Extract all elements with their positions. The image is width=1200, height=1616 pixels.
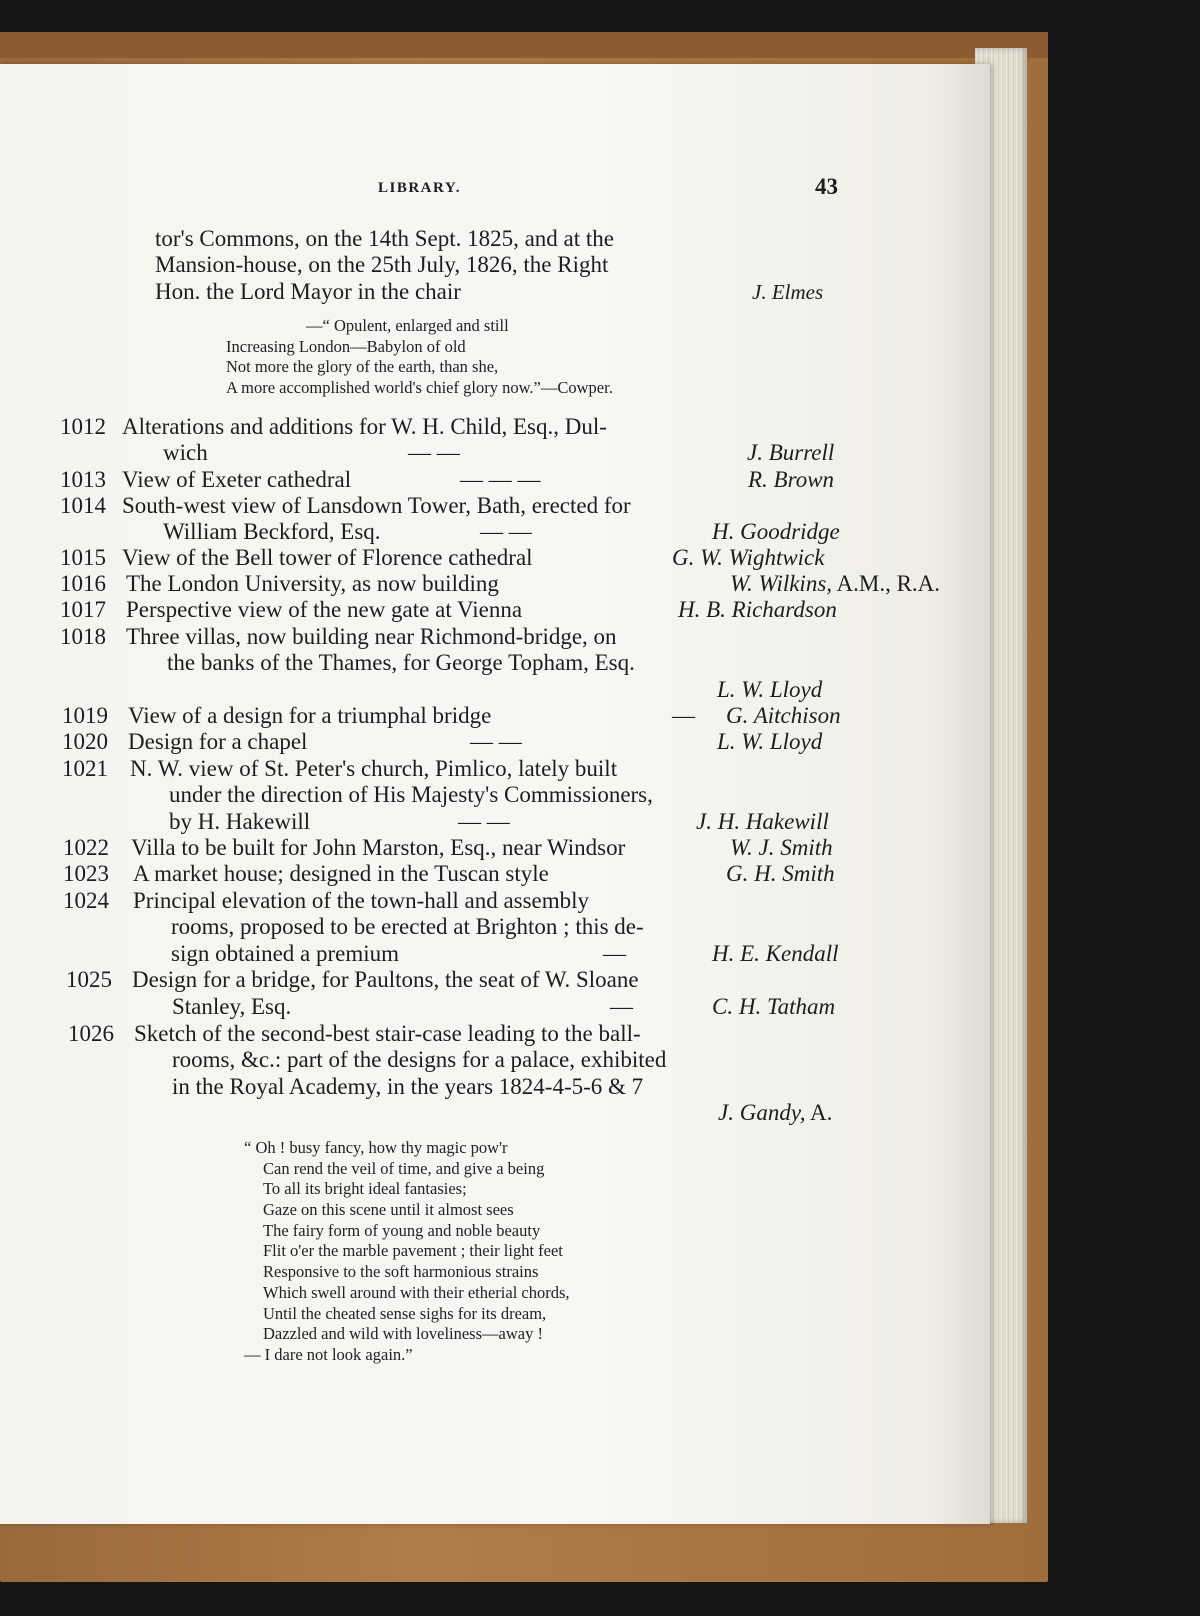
- entry-title: View of the Bell tower of Florence cathedral: [122, 545, 533, 570]
- author-name: W. Wilkins,: [730, 571, 833, 596]
- entry-title: Principal elevation of the town-hall and assembly: [133, 888, 590, 913]
- author-name: C. H. Tatham: [712, 994, 836, 1019]
- separator-dashes: —: [603, 941, 626, 966]
- author-name: J. H. Hakewill: [696, 809, 829, 834]
- catalogue-entry: [62, 729, 308, 755]
- author-name: L. W. Lloyd: [717, 729, 823, 754]
- continuation-line: Mansion-house, on the 25th July, 1826, the Right: [155, 252, 609, 277]
- verse-line: Which swell around with their etherial chords,: [263, 1282, 570, 1302]
- verse-line: The fairy form of young and noble beauty: [263, 1220, 541, 1240]
- author-name: J. Gandy,: [718, 1100, 806, 1125]
- catalogue-entry: [63, 861, 549, 887]
- separator-dashes: —: [672, 703, 695, 728]
- continuation-line: tor's Commons, on the 14th Sept. 1825, and at the: [155, 226, 615, 251]
- catalogue-entry: [62, 756, 618, 782]
- entry-title-continued: wich: [163, 440, 208, 465]
- entry-title-continued: by H. Hakewill: [169, 809, 311, 834]
- entry-number: 1014: [60, 493, 106, 518]
- separator-dashes: — —: [458, 809, 510, 834]
- running-head: LIBRARY.: [378, 180, 462, 196]
- entry-title-continued: rooms, proposed to be erected at Brighton ; this de-: [171, 914, 644, 939]
- verse-line: To all its bright ideal fantasies;: [263, 1179, 467, 1199]
- catalogue-entry: [60, 414, 607, 440]
- entry-number: 1024: [63, 888, 109, 913]
- entry-title: Villa to be built for John Marston, Esq., near Windsor: [131, 835, 626, 860]
- entry-title: South-west view of Lansdown Tower, Bath, erected for: [122, 493, 631, 518]
- author-name: J. Elmes: [752, 280, 824, 304]
- separator-dashes: — — —: [460, 467, 541, 492]
- catalogue-entry: [63, 835, 626, 861]
- verse-line: —“ Opulent, enlarged and still: [306, 316, 509, 335]
- entry-number: 1025: [66, 967, 112, 992]
- verse-line: Dazzled and wild with loveliness—away !: [263, 1324, 543, 1344]
- author-degrees: A.M., R.A.: [832, 571, 941, 596]
- catalogue-entry: [60, 493, 631, 519]
- author-degrees: A.: [805, 1100, 833, 1125]
- entry-title: The London University, as now building: [126, 571, 499, 596]
- entry-number: 1015: [60, 545, 106, 570]
- entry-number: 1026: [68, 1021, 114, 1046]
- entry-number: 1012: [60, 414, 106, 439]
- entry-title-continued: under the direction of His Majesty's Commissioners,: [169, 782, 653, 807]
- verse-line: Flit o'er the marble pavement ; their light feet: [263, 1241, 563, 1261]
- verse-quotation: [226, 316, 613, 399]
- separator-dashes: — —: [470, 729, 522, 754]
- catalogue-entry: [60, 545, 533, 571]
- author-name: H. E. Kendall: [712, 941, 839, 966]
- entry-title-continued: William Beckford, Esq.: [163, 519, 381, 544]
- entry-number: 1020: [62, 729, 108, 754]
- author-name: W. J. Smith: [730, 835, 833, 860]
- catalogue-entry: [60, 597, 523, 623]
- entry-title-continued: the banks of the Thames, for George Topham, Esq.: [167, 650, 635, 675]
- catalogue-entry: [62, 703, 492, 729]
- entry-title-continued: Stanley, Esq.: [172, 994, 292, 1019]
- entry-number: 1019: [62, 703, 108, 728]
- catalogue-entry: [60, 571, 499, 597]
- author-name: H. Goodridge: [712, 519, 840, 544]
- entry-title: Alterations and additions for W. H. Child, Esq., Dul-: [122, 414, 607, 439]
- verse-line: Not more the glory of the earth, than she,: [226, 357, 499, 377]
- entry-number: 1023: [63, 861, 109, 886]
- entry-title: N. W. view of St. Peter's church, Pimlico, lately built: [130, 756, 618, 781]
- author-name: R. Brown: [748, 467, 835, 492]
- verse-line: — I dare not look again.”: [244, 1344, 413, 1364]
- author-credit: [730, 571, 940, 597]
- cover-top-edge: [0, 32, 1048, 58]
- entry-title: Design for a chapel: [128, 729, 308, 754]
- author-name: G. H. Smith: [726, 861, 835, 886]
- entry-number: 1016: [60, 571, 106, 596]
- continuation-line: Hon. the Lord Mayor in the chair: [155, 279, 461, 304]
- entry-title: Sketch of the second-best stair-case leading to the ball-: [134, 1021, 641, 1046]
- catalogue-entry: [60, 467, 352, 493]
- entry-number: 1013: [60, 467, 106, 492]
- verse-line: Responsive to the soft harmonious strains: [263, 1262, 539, 1282]
- verse-line: Until the cheated sense sighs for its dream,: [263, 1303, 547, 1323]
- entry-title: View of a design for a triumphal bridge: [128, 703, 492, 728]
- entry-title-continued: in the Royal Academy, in the years 1824-4-5-6 & 7: [172, 1074, 644, 1099]
- entry-title: View of Exeter cathedral: [122, 467, 352, 492]
- entry-number: 1021: [62, 756, 108, 781]
- page-number: 43: [815, 174, 838, 199]
- verse-line: Gaze on this scene until it almost sees: [263, 1200, 514, 1220]
- author-name: H. B. Richardson: [678, 597, 837, 622]
- catalogue-entry: [63, 888, 590, 914]
- author-name: G. Aitchison: [726, 703, 841, 728]
- verse-line: Can rend the veil of time, and give a being: [263, 1158, 545, 1178]
- author-name: G. W. Wightwick: [672, 545, 825, 570]
- separator-dashes: — —: [408, 440, 460, 465]
- entry-number: 1018: [60, 624, 106, 649]
- verse-line: “ Oh ! busy fancy, how thy magic pow'r: [244, 1138, 508, 1157]
- entry-title: A market house; designed in the Tuscan style: [133, 861, 549, 886]
- entry-title: Design for a bridge, for Paultons, the seat of W. Sloane: [132, 967, 639, 992]
- author-name: J. Burrell: [747, 440, 835, 465]
- separator-dashes: —: [610, 994, 633, 1019]
- entry-title: Three villas, now building near Richmond-bridge, on: [126, 624, 617, 649]
- separator-dashes: — —: [480, 519, 532, 544]
- catalogue-entry: [66, 967, 639, 993]
- verse-line: Increasing London—Babylon of old: [226, 336, 466, 356]
- catalogue-entry: [60, 624, 617, 650]
- author-name: L. W. Lloyd: [717, 677, 823, 702]
- verse-quotation: [244, 1138, 570, 1366]
- entry-title-continued: rooms, &c.: part of the designs for a palace, exhibited: [172, 1047, 667, 1072]
- verse-line: A more accomplished world's chief glory now.”—Cowper.: [226, 378, 613, 398]
- entry-title: Perspective view of the new gate at Vienna: [126, 597, 523, 622]
- catalogue-entry: [68, 1021, 641, 1047]
- entry-title-continued: sign obtained a premium: [171, 941, 400, 966]
- author-credit: [718, 1100, 832, 1126]
- entry-number: 1017: [60, 597, 106, 622]
- entry-number: 1022: [63, 835, 109, 860]
